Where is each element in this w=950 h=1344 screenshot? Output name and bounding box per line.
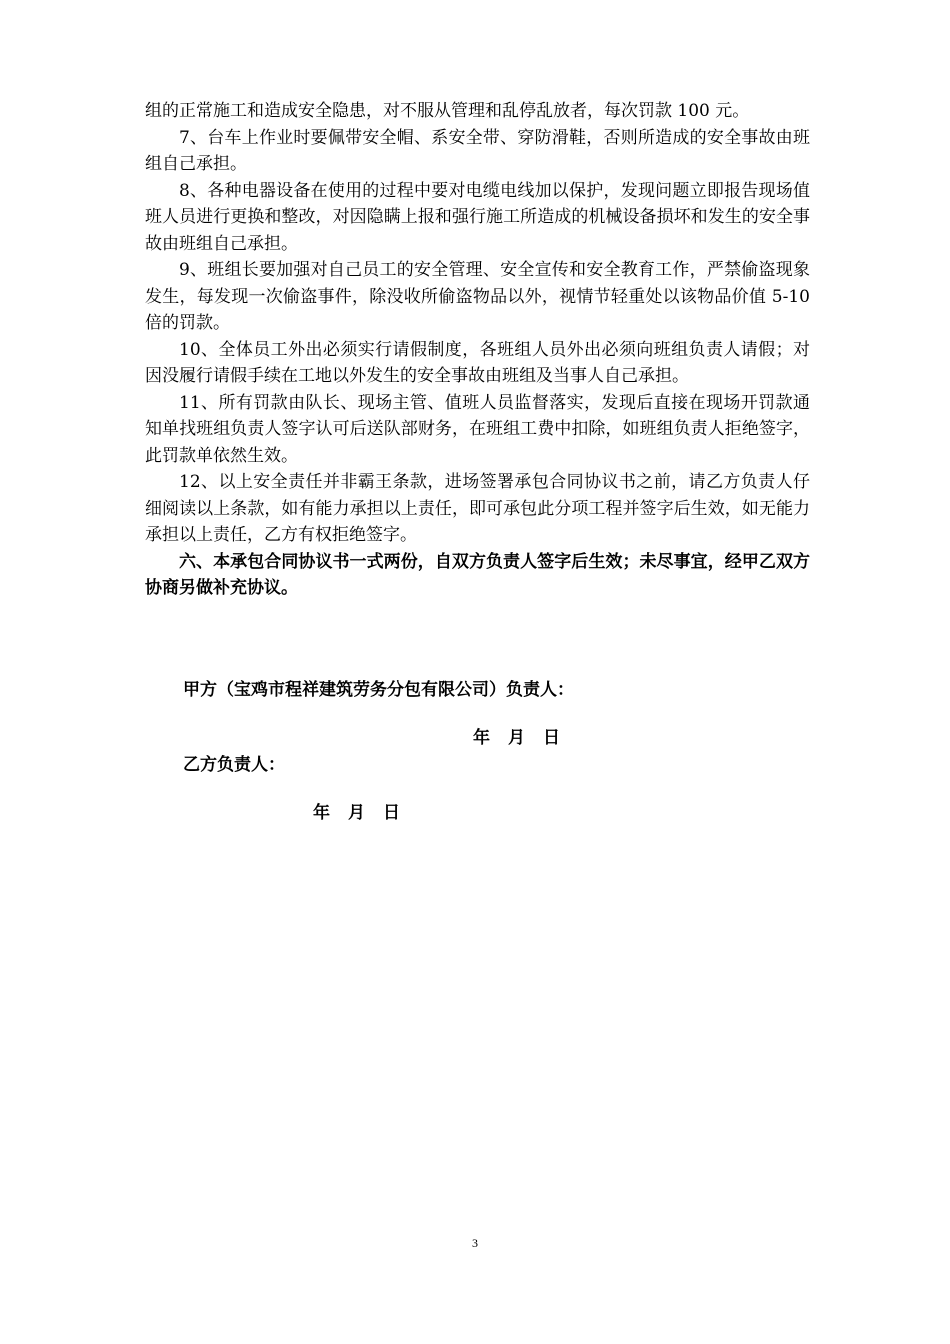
paragraph-continuation: 组的正常施工和造成安全隐患，对不服从管理和乱停乱放者，每次罚款 100 元。: [145, 101, 750, 121]
party-a-date-month: 月: [508, 728, 525, 748]
party-b-date-day: 日: [383, 803, 400, 823]
party-a-signature-label: 甲方（宝鸡市程祥建筑劳务分包有限公司）负责人：: [183, 680, 574, 700]
party-b-date-year: 年: [313, 803, 330, 823]
paragraph-clause-9: 9、班组长要加强对自己员工的安全管理、安全宣传和安全教育工作，严禁偷盗现象发生，每发现一次偷盗事件，除没收所偷盗物品以外，视情节轻重处以该物品价值 5-10 倍的罚款。: [145, 260, 810, 333]
party-a-date: [473, 723, 560, 748]
page-number: 3: [472, 1236, 478, 1250]
party-b-signature-label: 乙方负责人：: [183, 755, 285, 775]
paragraph-section-six: 六、本承包合同协议书一式两份，自双方负责人签字后生效；未尽事宜，经甲乙双方协商另做补充协议。: [145, 551, 810, 598]
paragraph-clause-10: 10、全体员工外出必须实行请假制度，各班组人员外出必须向班组负责人请假；对因没履行请假手续在工地以外发生的安全事故由班组及当事人自己承担。: [145, 339, 810, 386]
party-b-date-month: 月: [348, 803, 365, 823]
party-a-date-year: 年: [473, 728, 490, 748]
party-b-date: [313, 798, 400, 823]
paragraph-clause-7: 7、台车上作业时要佩带安全帽、系安全带、穿防滑鞋，否则所造成的安全事故由班组自己承担。: [145, 127, 810, 174]
paragraph-clause-12: 12、以上安全责任并非霸王条款，进场签署承包合同协议书之前，请乙方负责人仔细阅读以上条款，如有能力承担以上责任，即可承包此分项工程并签字后生效，如无能力承担以上责任，乙方有权拒绝签字。: [145, 472, 810, 545]
paragraph-clause-11: 11、所有罚款由队长、现场主管、值班人员监督落实，发现后直接在现场开罚款通知单找班组负责人签字认可后送队部财务，在班组工费中扣除，如班组负责人拒绝签字，此罚款单依然生效。: [145, 392, 810, 466]
paragraph-clause-8: 8、各种电器设备在使用的过程中要对电缆电线加以保护，发现问题立即报告现场值班人员进行更换和整改，对因隐瞒上报和强行施工所造成的机械设备损坏和发生的安全事故由班组自己承担。: [145, 180, 810, 254]
party-a-date-day: 日: [543, 728, 560, 748]
contract-body: [145, 98, 810, 602]
